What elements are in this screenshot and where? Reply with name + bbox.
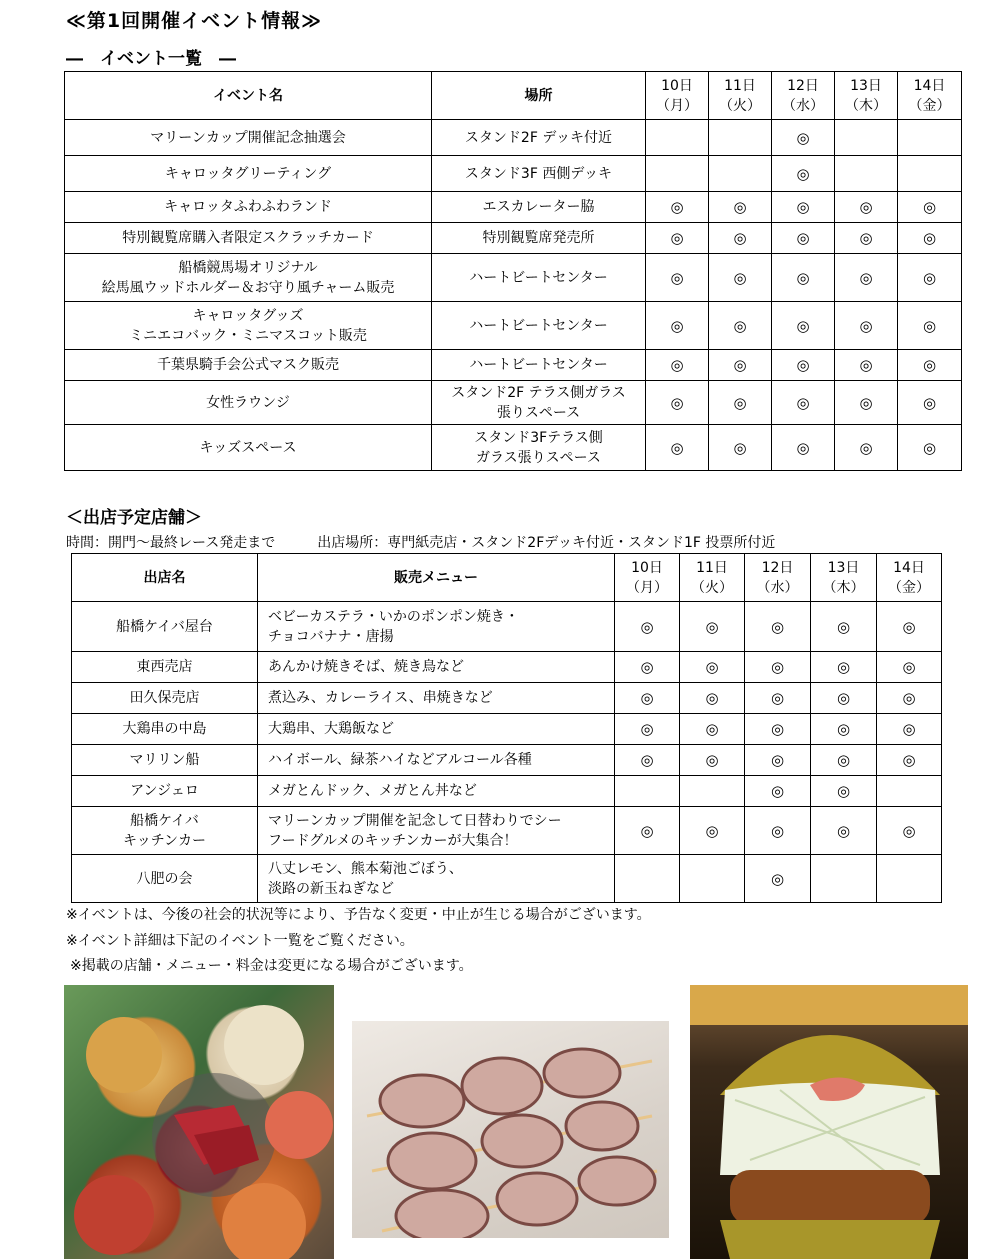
name-line: 大鶏串の中島 (122, 721, 207, 737)
schedule-mark: ◎ (835, 302, 898, 350)
menu-cell (258, 602, 615, 652)
schedule-mark (835, 156, 898, 192)
note-2: ※イベント詳細は下記のイベント一覧をご覧ください。 (66, 933, 414, 949)
schedule-mark: ◎ (811, 714, 877, 745)
schedule-mark: ◎ (680, 714, 745, 745)
row-name-cell (72, 602, 258, 652)
event-section-title: ― イベント一覧 ― (66, 49, 236, 69)
table-row (72, 855, 942, 903)
shop-day-header-2 (680, 554, 745, 602)
name-line: 絵馬風ウッドホルダー＆お守り風チャーム販売 (101, 279, 395, 296)
row-name-cell (65, 425, 432, 471)
day-date: 11日 (724, 77, 756, 94)
day-date: 10日 (661, 77, 693, 94)
schedule-mark: ◎ (772, 120, 835, 156)
schedule-mark: ◎ (745, 807, 811, 855)
schedule-mark: ◎ (745, 683, 811, 714)
day-date: 12日 (761, 559, 794, 576)
place-line: ハートビートセンター (469, 317, 608, 334)
place-cell (432, 302, 646, 350)
schedule-mark (835, 120, 898, 156)
schedule-mark: ◎ (680, 683, 745, 714)
place-line: ハートビートセンター (469, 357, 608, 373)
table-row (72, 807, 942, 855)
place-line: エスカレーター脇 (482, 199, 595, 215)
menu-line: 淡路の新玉ねぎなど (268, 880, 394, 897)
schedule-mark: ◎ (811, 652, 877, 683)
row-name-cell (72, 652, 258, 683)
schedule-mark: ◎ (898, 223, 962, 254)
schedule-mark: ◎ (646, 192, 709, 223)
event-day-header-1 (646, 72, 709, 120)
schedule-mark: ◎ (646, 425, 709, 471)
shop-day-header-5 (877, 554, 942, 602)
table-row (65, 254, 962, 302)
schedule-mark: ◎ (772, 156, 835, 192)
food-photo-platter (64, 985, 334, 1259)
schedule-mark: ◎ (772, 302, 835, 350)
day-date: 13日 (827, 559, 860, 576)
schedule-mark: ◎ (898, 192, 962, 223)
schedule-mark: ◎ (646, 254, 709, 302)
schedule-mark: ◎ (811, 745, 877, 776)
schedule-mark: ◎ (745, 602, 811, 652)
place-cell (432, 425, 646, 471)
row-name-cell (65, 254, 432, 302)
day-date: 11日 (696, 559, 728, 576)
schedule-mark: ◎ (772, 425, 835, 471)
schedule-mark: ◎ (745, 714, 811, 745)
day-of-week: （金） (908, 97, 951, 114)
schedule-mark: ◎ (709, 223, 772, 254)
schedule-mark: ◎ (646, 302, 709, 350)
day-date: 14日 (913, 77, 946, 94)
schedule-mark (680, 855, 745, 903)
day-of-week: （水） (782, 97, 824, 114)
note-1: ※イベントは、今後の社会的状況等により、予告なく変更・中止が生じる場合がございます。 (66, 907, 651, 923)
name-line: キャロッタふわふわランド (164, 199, 332, 215)
name-line: ミニエコバック・ミニマスコット販売 (129, 327, 367, 344)
schedule-mark: ◎ (745, 745, 811, 776)
menu-cell (258, 807, 615, 855)
schedule-mark: ◎ (835, 254, 898, 302)
place-cell (432, 381, 646, 425)
name-line: 千葉県騎手会公式マスク販売 (157, 357, 339, 373)
schedule-mark: ◎ (898, 381, 962, 425)
table-row (65, 192, 962, 223)
menu-cell (258, 683, 615, 714)
schedule-mark: ◎ (680, 652, 745, 683)
menu-line: 煮込み、カレーライス、串焼きなど (268, 690, 493, 706)
schedule-mark: ◎ (877, 807, 942, 855)
day-of-week: （水） (756, 579, 799, 596)
schedule-mark: ◎ (680, 745, 745, 776)
schedule-mark (877, 776, 942, 807)
schedule-mark (709, 120, 772, 156)
schedule-mark: ◎ (877, 745, 942, 776)
day-of-week: （月） (656, 97, 698, 114)
schedule-mark (646, 156, 709, 192)
schedule-mark: ◎ (646, 223, 709, 254)
menu-line: マリーンカップ開催を記念して日替わりでシー (268, 812, 562, 829)
schedule-mark: ◎ (877, 652, 942, 683)
menu-cell (258, 776, 615, 807)
schedule-mark (898, 156, 962, 192)
schedule-mark: ◎ (877, 683, 942, 714)
table-row (72, 745, 942, 776)
schedule-mark: ◎ (615, 652, 680, 683)
schedule-mark: ◎ (772, 223, 835, 254)
schedule-mark: ◎ (835, 192, 898, 223)
menu-line: 大鶏串、大鶏飯など (268, 721, 394, 737)
table-row (72, 776, 942, 807)
row-name-cell (72, 714, 258, 745)
place-line: 張りスペース (496, 404, 581, 421)
schedule-mark: ◎ (745, 776, 811, 807)
food-photo-burger (690, 985, 968, 1259)
table-row (65, 425, 962, 471)
event-day-header-3 (772, 72, 835, 120)
table-row (65, 223, 962, 254)
name-line: 船橋ケイバ屋台 (116, 618, 213, 635)
day-date: 12日 (787, 77, 819, 94)
schedule-mark: ◎ (615, 745, 680, 776)
name-line: 船橋競馬場オリジナル (178, 259, 318, 276)
schedule-mark: ◎ (709, 192, 772, 223)
day-of-week: （木） (845, 97, 887, 114)
schedule-mark (811, 855, 877, 903)
name-line: 田久保売店 (129, 690, 200, 706)
place-cell (432, 254, 646, 302)
name-line: 船橋ケイバ (130, 812, 199, 829)
schedule-mark: ◎ (877, 714, 942, 745)
name-line: キッチンカー (122, 832, 207, 849)
name-line: マリーンカップ開催記念抽選会 (150, 129, 346, 146)
schedule-mark: ◎ (811, 776, 877, 807)
schedule-mark: ◎ (745, 652, 811, 683)
table-row (65, 120, 962, 156)
row-name-cell (72, 855, 258, 903)
schedule-mark: ◎ (709, 381, 772, 425)
schedule-mark (709, 156, 772, 192)
day-date: 14日 (893, 559, 925, 576)
schedule-mark: ◎ (898, 425, 962, 471)
schedule-mark: ◎ (709, 350, 772, 381)
schedule-mark: ◎ (835, 425, 898, 471)
menu-line: 八丈レモン、熊本菊池ごぼう、 (268, 860, 463, 877)
name-line: 八肥の会 (136, 870, 193, 887)
row-name-cell (65, 302, 432, 350)
place-line: ハートビートセンター (469, 269, 608, 286)
schedule-mark: ◎ (709, 302, 772, 350)
day-of-week: （金） (888, 579, 930, 596)
row-name-cell (72, 776, 258, 807)
row-name-cell (65, 120, 432, 156)
column-header-place: 場所 (432, 72, 646, 120)
place-line: スタンド2F デッキ付近 (464, 129, 613, 146)
schedule-mark: ◎ (811, 683, 877, 714)
name-line: マリリン船 (129, 752, 200, 768)
schedule-mark: ◎ (772, 254, 835, 302)
place-line: 特別観覧席発売所 (482, 230, 595, 246)
event-day-header-5 (898, 72, 962, 120)
menu-cell (258, 652, 615, 683)
menu-cell (258, 745, 615, 776)
shop-day-header-3 (745, 554, 811, 602)
event-day-header-2 (709, 72, 772, 120)
day-of-week: （火） (691, 579, 733, 596)
row-name-cell (65, 192, 432, 223)
name-line: 女性ラウンジ (206, 394, 290, 411)
shop-subtitle: 時間：開門～最終レース発走まで 出店場所：専門紙売店・スタンド2Fデッキ付近・スタンド1F 投票所付近 (66, 535, 776, 551)
shop-table (71, 553, 942, 903)
place-cell (432, 223, 646, 254)
name-line: キッズスペース (199, 439, 297, 456)
schedule-mark: ◎ (680, 602, 745, 652)
row-name-cell (65, 223, 432, 254)
schedule-mark: ◎ (811, 602, 877, 652)
place-line: ガラス張りスペース (476, 449, 601, 466)
place-line: スタンド2F テラス側ガラス (451, 384, 626, 401)
event-day-header-4 (835, 72, 898, 120)
schedule-mark (877, 855, 942, 903)
place-cell (432, 156, 646, 192)
shop-day-header-1 (615, 554, 680, 602)
schedule-mark: ◎ (615, 683, 680, 714)
schedule-mark (646, 120, 709, 156)
schedule-mark: ◎ (615, 714, 680, 745)
schedule-mark: ◎ (898, 254, 962, 302)
schedule-mark: ◎ (615, 807, 680, 855)
table-row (65, 302, 962, 350)
shop-section-title: ＜出店予定店舗＞ (66, 508, 202, 528)
event-table (64, 71, 962, 471)
schedule-mark (615, 776, 680, 807)
table-row (72, 602, 942, 652)
place-cell (432, 120, 646, 156)
table-row (65, 350, 962, 381)
schedule-mark: ◎ (835, 381, 898, 425)
schedule-mark: ◎ (877, 602, 942, 652)
day-date: 10日 (631, 559, 663, 576)
schedule-mark (615, 855, 680, 903)
row-name-cell (65, 156, 432, 192)
schedule-mark: ◎ (646, 350, 709, 381)
schedule-mark: ◎ (709, 425, 772, 471)
schedule-mark: ◎ (772, 192, 835, 223)
table-row (72, 714, 942, 745)
day-date: 13日 (850, 77, 882, 94)
table-row (72, 683, 942, 714)
menu-cell (258, 714, 615, 745)
place-cell (432, 350, 646, 381)
schedule-mark: ◎ (646, 381, 709, 425)
menu-line: あんかけ焼きそば、焼き鳥など (268, 659, 464, 675)
schedule-mark: ◎ (835, 223, 898, 254)
schedule-mark: ◎ (898, 350, 962, 381)
schedule-mark: ◎ (615, 602, 680, 652)
row-name-cell (72, 807, 258, 855)
place-cell (432, 192, 646, 223)
column-header-shop: 出店名 (72, 554, 258, 602)
schedule-mark: ◎ (772, 350, 835, 381)
food-photo-octopus-skewers (352, 1021, 669, 1238)
menu-line: ベビーカステラ・いかのポンポン焼き・ (268, 608, 519, 625)
note-3: ※掲載の店舗・メニュー・料金は変更になる場合がございます。 (70, 958, 473, 974)
schedule-mark: ◎ (709, 254, 772, 302)
shop-day-header-4 (811, 554, 877, 602)
row-name-cell (65, 381, 432, 425)
schedule-mark: ◎ (745, 855, 811, 903)
column-header-menu: 販売メニュー (258, 554, 615, 602)
table-row (72, 652, 942, 683)
schedule-mark: ◎ (811, 807, 877, 855)
day-of-week: （火） (719, 97, 761, 114)
column-header-event: イベント名 (65, 72, 432, 120)
schedule-mark: ◎ (835, 350, 898, 381)
name-line: 東西売店 (136, 659, 193, 675)
page-title: ≪第1回開催イベント情報≫ (66, 10, 323, 32)
table-row (65, 381, 962, 425)
place-line: スタンド3Fテラス側 (474, 429, 603, 446)
schedule-mark: ◎ (772, 381, 835, 425)
menu-cell (258, 855, 615, 903)
schedule-mark: ◎ (898, 302, 962, 350)
name-line: 特別観覧席購入者限定スクラッチカード (122, 230, 374, 246)
day-of-week: （木） (822, 579, 865, 596)
schedule-mark (680, 776, 745, 807)
schedule-mark: ◎ (680, 807, 745, 855)
menu-line: フードグルメのキッチンカーが大集合！ (268, 832, 518, 849)
name-line: キャロッタグリーティング (164, 165, 332, 182)
row-name-cell (72, 683, 258, 714)
row-name-cell (65, 350, 432, 381)
menu-line: メガとんドック、メガとん丼など (268, 783, 477, 799)
name-line: キャロッタグッズ (192, 307, 304, 324)
row-name-cell (72, 745, 258, 776)
place-line: スタンド3F 西側デッキ (464, 165, 613, 182)
day-of-week: （月） (626, 579, 668, 596)
menu-line: ハイボール、緑茶ハイなどアルコール各種 (268, 752, 532, 768)
schedule-mark (898, 120, 962, 156)
menu-line: チョコバナナ・唐揚 (268, 628, 394, 645)
name-line: アンジェロ (130, 783, 199, 799)
table-row (65, 156, 962, 192)
